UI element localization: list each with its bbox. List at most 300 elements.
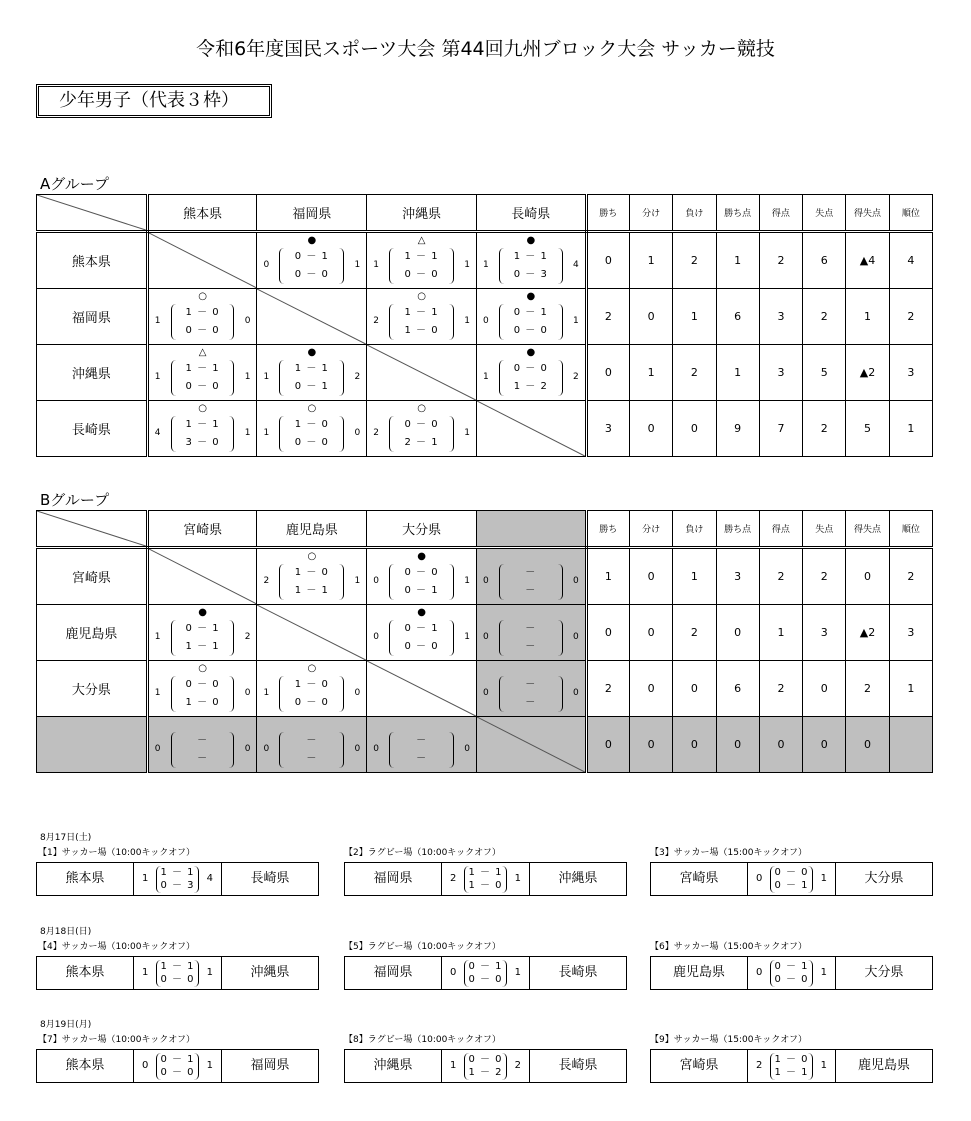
match-cell [257,717,367,773]
half-scores [499,360,563,396]
stat-value: ▲4 [846,232,889,289]
second-half-score: 1 － 0 [185,697,220,708]
stat-header: 失点 [803,511,846,548]
first-half-score: 1 － 1 [160,961,195,972]
score-left: 1 [263,428,270,438]
score-left: 1 [482,260,489,270]
half-scores [156,866,199,893]
match-cell [476,661,586,717]
away-team: 沖縄県 [250,965,290,980]
second-half-score: － [306,753,318,764]
match-box [650,956,933,990]
second-half-score: 0 － 0 [468,974,503,985]
home-team: 鹿児島県 [672,965,725,980]
half-scores [171,732,235,768]
match-score [441,957,530,989]
header-row [37,511,933,548]
half-scores [499,248,563,284]
match-cell [147,661,257,717]
stat-header: 負け [673,511,716,548]
half-scores [279,732,344,768]
score-cell [149,717,257,772]
score-right: 1 [820,1060,827,1071]
first-half-score: 1 － 1 [513,251,548,262]
half-scores [279,360,344,396]
table-row [37,289,933,345]
score-right: 1 [244,372,251,382]
stat-value: 2 [803,548,846,605]
half-scores [499,564,563,600]
score-right: 2 [354,372,361,382]
row-team: 鹿児島県 [37,605,148,661]
result-mark: ● [307,235,317,246]
half-scores [279,248,344,284]
stat-value: 3 [759,289,802,345]
first-half-score: － [525,679,537,690]
second-half-score: 1 － 2 [513,381,548,392]
score-right: 1 [514,873,521,884]
stat-value: 0 [586,345,629,401]
away-team: 福岡県 [250,1058,290,1073]
stat-value: 2 [673,605,716,661]
match-score [441,1050,530,1082]
match-date: 8月17日(土) [40,833,92,843]
score-cell [149,345,257,400]
header-row [37,195,933,232]
match-cell [257,345,367,401]
row-team: 宮崎県 [37,548,148,605]
home-team: 福岡県 [373,965,413,980]
home-team: 宮崎県 [679,1058,719,1073]
second-half-score: 0 － 0 [294,437,329,448]
score-cell [367,401,476,456]
score-left: 1 [263,372,270,382]
stat-value: 0 [586,232,629,289]
stat-value: 1 [629,232,672,289]
row-team: 福岡県 [37,289,148,345]
first-half-score: 0 － 1 [468,961,503,972]
column-team: 沖縄県 [367,195,477,232]
stat-value: 6 [803,232,846,289]
half-scores [499,304,563,340]
score-left: 0 [263,260,270,270]
score-left: 1 [450,1060,457,1071]
result-mark: ○ [307,663,317,674]
match-box [650,862,933,896]
match-score [747,1050,836,1082]
row-team: 熊本県 [37,232,148,289]
half-scores [770,866,813,893]
stat-value: 3 [803,605,846,661]
first-half-score: 0 － 0 [404,419,439,430]
second-half-score: 0 － 0 [160,974,195,985]
score-right: 1 [820,873,827,884]
match-box [650,1049,933,1083]
stat-value: 3 [716,548,759,605]
score-left: 2 [756,1060,763,1071]
match-venue: 【9】サッカー場（15:00キックオフ） [650,1035,808,1045]
result-mark: ○ [307,551,317,562]
stat-value: 1 [889,661,932,717]
stat-header: 得失点 [846,511,889,548]
second-half-score: 0 － 0 [185,325,220,336]
stat-value [889,717,932,773]
diagonal-line [37,195,146,230]
match-box [36,956,319,990]
score-left: 2 [263,576,270,586]
stat-value: 0 [716,717,759,773]
score-right: 0 [354,428,361,438]
score-right: 1 [354,576,361,586]
half-scores [770,960,813,987]
result-mark: △ [417,235,426,246]
match-cell [367,345,477,401]
match-venue: 【6】サッカー場（15:00キックオフ） [650,942,808,952]
match-date: 8月19日(月) [40,1020,92,1030]
page-title: 令和6年度国民スポーツ大会 第44回九州ブロック大会 サッカー競技 [196,38,775,60]
result-mark: ● [526,347,536,358]
result-mark: ● [417,551,426,562]
score-left: 0 [373,632,379,642]
stat-value: 3 [759,345,802,401]
result-mark: ○ [417,291,426,302]
score-cell [367,605,476,660]
first-half-score: 0 － 1 [160,1054,195,1065]
score-right: 2 [572,372,579,382]
stat-value: 0 [759,717,802,773]
score-right: 0 [572,688,579,698]
home-team: 熊本県 [65,871,105,886]
score-left: 1 [373,260,379,270]
stat-value: 9 [716,401,759,457]
first-half-score: 0 － 0 [185,679,220,690]
table-row [37,232,933,289]
match-box [344,956,627,990]
score-right: 0 [244,688,251,698]
result-mark: ● [198,607,207,618]
column-team: 大分県 [367,511,477,548]
score-right: 0 [464,744,470,754]
match-cell [476,605,586,661]
category-label: 少年男子（代表３枠） [36,84,272,118]
stat-header: 得点 [759,511,802,548]
score-left: 0 [263,744,270,754]
second-half-score: － [416,753,428,764]
away-team: 長崎県 [558,1058,598,1073]
first-half-score: 1 － 0 [185,307,220,318]
half-scores [389,564,454,600]
score-right: 1 [464,260,470,270]
table-row [37,548,933,605]
score-cell [149,289,257,344]
second-half-score: 0 － 0 [160,1067,195,1078]
score-left: 4 [154,428,161,438]
stat-value: 2 [803,289,846,345]
half-scores [389,248,454,284]
match-cell [147,548,257,605]
match-venue: 【2】ラグビー場（10:00キックオフ） [344,848,501,858]
column-team: 熊本県 [147,195,257,232]
stat-header: 勝ち [586,195,629,232]
stat-value: ▲2 [846,345,889,401]
score-left: 2 [450,873,457,884]
score-left: 1 [154,688,161,698]
match-score [747,957,836,989]
score-left: 0 [142,1060,149,1071]
score-left: 1 [154,632,161,642]
stat-value: ▲2 [846,605,889,661]
score-right: 0 [354,744,361,754]
score-right: 0 [572,576,579,586]
score-left: 1 [482,372,489,382]
table-row [37,605,933,661]
stat-header: 勝ち [586,511,629,548]
score-cell [149,605,257,660]
half-scores [279,676,344,712]
away-team: 大分県 [864,871,904,886]
first-half-score: － [197,735,209,746]
score-right: 4 [572,260,579,270]
score-right: 1 [464,316,470,326]
first-half-score: 1 － 0 [294,419,329,430]
first-half-score: 0 － 1 [513,307,548,318]
score-right: 0 [354,688,361,698]
match-venue: 【7】サッカー場（10:00キックオフ） [38,1035,196,1045]
half-scores [171,360,235,396]
second-half-score: 0 － 1 [294,381,329,392]
result-mark: ● [526,291,536,302]
stat-value: 0 [629,289,672,345]
second-half-score: 1 － 1 [185,641,220,652]
first-half-score: 0 － 0 [468,1054,503,1065]
table-row [37,401,933,457]
group-b-label: Bグループ [40,491,110,509]
stat-value: 0 [803,717,846,773]
score-right: 4 [206,873,213,884]
second-half-score: 1 － 0 [404,325,439,336]
corner-cell [37,195,148,232]
match-cell [257,401,367,457]
corner-cell [37,511,148,548]
match-score [747,863,836,895]
first-half-score: 0 － 0 [513,363,548,374]
match-cell [367,605,477,661]
match-cell [147,605,257,661]
stat-value: 0 [846,548,889,605]
column-team: 鹿児島県 [257,511,367,548]
match-venue: 【8】ラグビー場（10:00キックオフ） [344,1035,501,1045]
half-scores [499,676,563,712]
column-team: 長崎県 [476,195,586,232]
score-right: 2 [514,1060,521,1071]
half-scores [156,960,199,987]
match-cell [147,401,257,457]
half-scores [389,416,454,452]
score-right: 1 [206,967,213,978]
stat-value: 0 [629,605,672,661]
match-cell [147,345,257,401]
away-team: 大分県 [864,965,904,980]
match-score [441,863,530,895]
result-mark: △ [198,347,207,358]
score-right: 1 [464,576,470,586]
second-half-score: 0 － 0 [404,269,439,280]
first-half-score: 1 － 0 [294,567,329,578]
match-score [133,957,222,989]
stat-header: 負け [673,195,716,232]
row-team: 沖縄県 [37,345,148,401]
score-cell [257,717,366,772]
stat-value: 2 [759,548,802,605]
score-left: 0 [482,576,489,586]
second-half-score: 1 － 1 [774,1067,809,1078]
stat-header: 勝ち点 [716,511,759,548]
first-half-score: － [525,623,537,634]
match-cell [257,548,367,605]
match-cell [367,661,477,717]
second-half-score: 3 － 0 [185,437,220,448]
match-box [344,862,627,896]
stat-value: 1 [759,605,802,661]
stat-value: 2 [673,345,716,401]
match-cell [367,232,477,289]
second-half-score: － [525,641,537,652]
match-venue: 【3】サッカー場（15:00キックオフ） [650,848,808,858]
score-cell [149,401,257,456]
match-cell [257,661,367,717]
match-cell [147,232,257,289]
score-right: 1 [354,260,361,270]
stat-value: 1 [716,232,759,289]
score-cell [257,233,366,288]
score-cell [477,605,585,660]
stat-value: 3 [889,605,932,661]
result-mark: ○ [198,663,207,674]
score-left: 0 [482,688,489,698]
score-left: 0 [373,744,379,754]
half-scores [171,304,235,340]
half-scores [464,1053,507,1080]
second-half-score: 0 － 0 [774,974,809,985]
score-cell [257,345,366,400]
second-half-score: 0 － 0 [185,381,220,392]
score-right: 1 [820,967,827,978]
score-cell [477,549,585,604]
score-left: 0 [756,967,763,978]
second-half-score: 0 － 0 [513,325,548,336]
stat-header: 分け [629,511,672,548]
match-cell [367,717,477,773]
second-half-score: － [197,753,209,764]
first-half-score: 1 － 0 [294,679,329,690]
result-mark: ○ [198,403,207,414]
stat-value: 1 [629,345,672,401]
match-cell [257,289,367,345]
diagonal-line [37,511,146,546]
match-cell [257,232,367,289]
first-half-score: 1 － 0 [774,1054,809,1065]
stat-value: 4 [889,232,932,289]
stat-value: 2 [889,289,932,345]
stat-value: 2 [889,548,932,605]
first-half-score: 1 － 1 [185,419,220,430]
stat-value: 6 [716,661,759,717]
away-team: 沖縄県 [558,871,598,886]
second-half-score: 2 － 1 [404,437,439,448]
result-mark: ● [417,607,426,618]
group-b-table [36,510,933,773]
first-half-score: － [525,567,537,578]
match-score [133,863,222,895]
stat-value: 7 [759,401,802,457]
half-scores [279,416,344,452]
match-cell [367,401,477,457]
table-row [37,661,933,717]
column-team: 福岡県 [257,195,367,232]
stat-value: 5 [846,401,889,457]
half-scores [464,960,507,987]
match-box [36,1049,319,1083]
half-scores [389,304,454,340]
second-half-score: 0 － 3 [160,880,195,891]
stat-value: 1 [846,289,889,345]
first-half-score: 0 － 1 [774,961,809,972]
score-cell [367,717,476,772]
half-scores [171,416,235,452]
column-team [476,511,586,548]
score-cell [257,661,366,716]
result-mark: ○ [307,403,317,414]
score-cell [477,345,585,400]
second-half-score: 0 － 3 [513,269,548,280]
match-cell [367,548,477,605]
group-a-label: Aグループ [40,175,110,193]
score-cell [257,549,366,604]
score-left: 0 [450,967,457,978]
table-row [37,345,933,401]
row-team [37,717,148,773]
match-cell [147,717,257,773]
score-right: 2 [244,632,251,642]
stat-value: 5 [803,345,846,401]
stat-value: 0 [586,717,629,773]
stat-value: 1 [673,548,716,605]
first-half-score: 0 － 0 [404,567,439,578]
stat-value: 1 [716,345,759,401]
result-mark: ○ [417,403,426,414]
score-cell [367,289,476,344]
stat-value: 0 [673,401,716,457]
stat-value: 3 [586,401,629,457]
first-half-score: 0 － 0 [774,867,809,878]
first-half-score: － [306,735,318,746]
stat-value: 0 [716,605,759,661]
score-cell [257,401,366,456]
result-mark: ● [307,347,317,358]
stat-value: 0 [673,717,716,773]
first-half-score: 1 － 1 [160,867,195,878]
score-cell [477,289,585,344]
score-right: 1 [244,428,251,438]
score-right: 1 [572,316,579,326]
second-half-score: 1 － 0 [468,880,503,891]
stat-header: 勝ち点 [716,195,759,232]
second-half-score: 0 － 0 [404,641,439,652]
score-left: 1 [142,967,149,978]
match-cell [367,289,477,345]
match-box [36,862,319,896]
score-cell [367,233,476,288]
